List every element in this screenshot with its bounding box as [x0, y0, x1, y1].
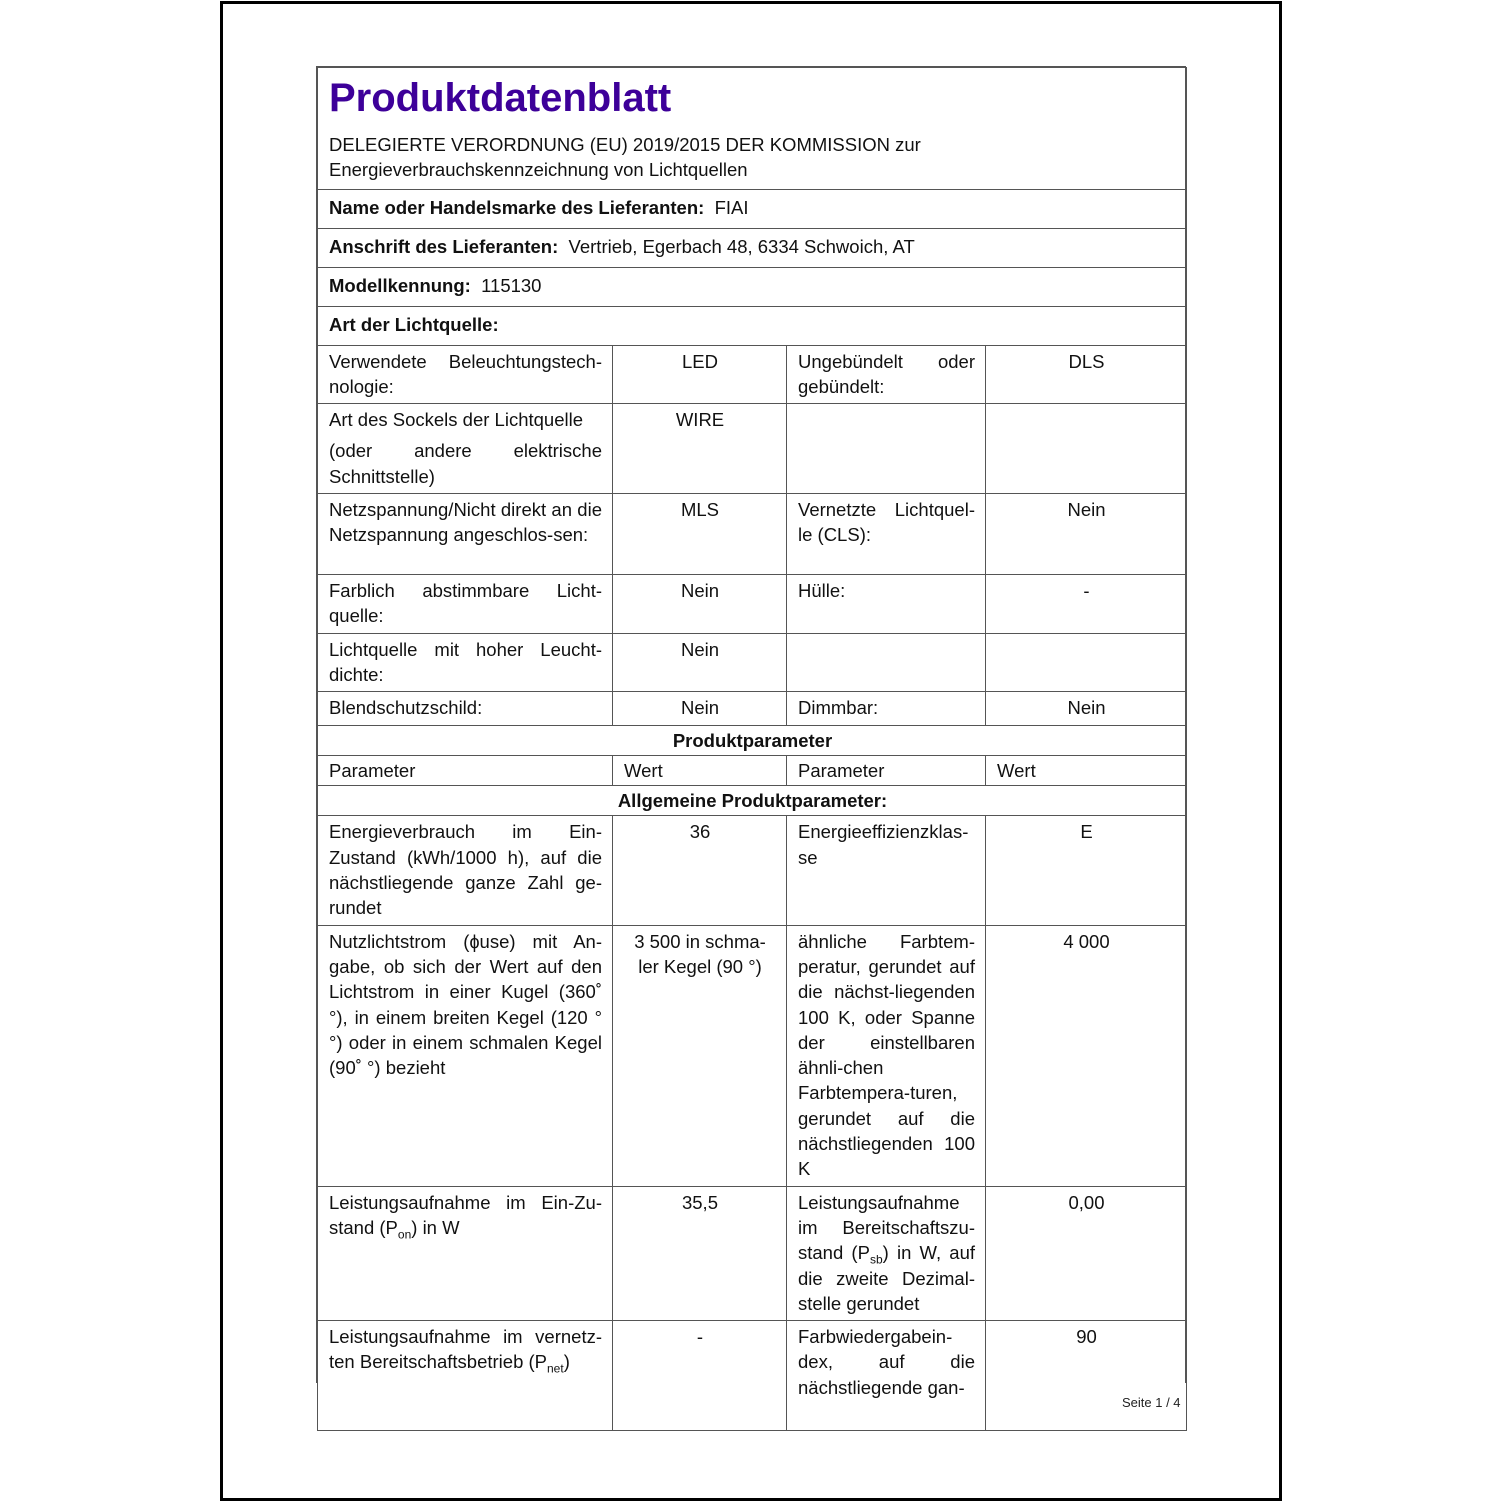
- cap-label-line-1: Art des Sockels der Lichtquelle: [329, 409, 583, 431]
- tunable-value: Nein: [613, 575, 787, 634]
- table-row: [318, 1186, 1187, 1320]
- psb-value: 0,00: [986, 1186, 1187, 1320]
- table-row: [318, 925, 1187, 1186]
- pnet-label-sub: net: [547, 1362, 564, 1377]
- column-header: Parameter: [787, 755, 986, 785]
- directional-value: DLS: [986, 345, 1187, 404]
- glare-label: Blendschutzschild:: [318, 692, 613, 725]
- tunable-label: Farblich abstimmbare Licht-quelle:: [318, 575, 613, 634]
- subtitle-line-1: DELEGIERTE VERORDNUNG (EU) 2019/2015 DER KOMMISSION zur: [329, 134, 921, 155]
- tech-value: LED: [613, 345, 787, 404]
- cct-value: 4 000: [986, 925, 1187, 1186]
- pon-label-text: Leistungsaufnahme im Ein-Zu-stand (P: [329, 1191, 602, 1238]
- model-label: Modellkennung:: [329, 274, 471, 296]
- empty-cell: [787, 404, 986, 494]
- psb-label-unit: ) in W, auf die zweite Dezimal-stelle gerundet: [798, 1242, 975, 1314]
- glare-value: Nein: [613, 692, 787, 725]
- page-title: Produktdatenblatt: [329, 76, 672, 120]
- pon-label: [318, 1186, 613, 1320]
- column-header: Parameter: [318, 755, 613, 785]
- column-header-row: [318, 755, 1187, 785]
- supplier-address-label: Anschrift des Lieferanten:: [329, 235, 559, 257]
- energy-value: 36: [613, 816, 787, 925]
- page-subtitle: [329, 132, 1176, 183]
- pon-label-sub: on: [397, 1227, 412, 1242]
- column-header: Wert: [986, 755, 1187, 785]
- section-title-general: Allgemeine Produktparameter:: [318, 786, 1187, 816]
- class-value: E: [986, 816, 1187, 925]
- psb-label-sub: sb: [869, 1252, 883, 1267]
- class-label: Energieeffizienzklas-se: [787, 816, 986, 925]
- pnet-label-text: Leistungsaufnahme im vernetz-ten Bereitschaftsbetrieb (P: [329, 1326, 602, 1373]
- cap-value: WIRE: [613, 404, 787, 494]
- light-source-type-label: Art der Lichtquelle:: [329, 313, 499, 335]
- cct-label: ähnliche Farbtem-peratur, gerundet auf die nächst-liegenden 100 K, oder Spanne der einstellbaren ähnli-chen Farbtempera-turen, gerundet auf die nächstliegenden 100 K: [787, 925, 986, 1186]
- model-value: 115130: [481, 274, 542, 296]
- psb-label: [787, 1186, 986, 1320]
- cri-label: Farbwiedergabein-dex, auf die nächstliegende gan-: [787, 1321, 986, 1431]
- envelope-label: Hülle:: [787, 575, 986, 634]
- subtitle-line-2: Energieverbrauchskennzeichnung von Lichtquellen: [329, 159, 748, 181]
- energy-label: Energieverbrauch im Ein-Zustand (kWh/1000 h), auf die nächstliegende ganze Zahl ge-rundet: [318, 816, 613, 925]
- mains-label: Netzspannung/Nicht direkt an die Netzspannung angeschlos-sen:: [318, 494, 613, 575]
- empty-cell: [986, 404, 1187, 494]
- section-row: [318, 786, 1187, 816]
- directional-label: Ungebündelt oder gebündelt:: [787, 345, 986, 404]
- model-row: [318, 267, 1187, 306]
- table-row: [318, 633, 1187, 692]
- envelope-value: -: [986, 575, 1187, 634]
- pon-label-unit: ) in W: [411, 1216, 460, 1238]
- cls-label: Vernetzte Lichtquel-le (CLS):: [787, 494, 986, 575]
- mains-value: MLS: [613, 494, 787, 575]
- dimmable-value: Nein: [986, 692, 1187, 725]
- pnet-label-unit: ): [563, 1351, 570, 1373]
- tech-label: Verwendete Beleuchtungstech-nologie:: [318, 345, 613, 404]
- cls-value: Nein: [986, 494, 1187, 575]
- dimmable-label: Dimmbar:: [787, 692, 986, 725]
- light-source-type-row: [318, 306, 1187, 345]
- flux-value: 3 500 in schma-ler Kegel (90 °): [613, 925, 787, 1186]
- supplier-name-row: [318, 189, 1187, 228]
- cri-value: 90: [986, 1321, 1187, 1431]
- empty-cell: [787, 633, 986, 692]
- cap-label: [318, 404, 613, 494]
- pnet-label: [318, 1321, 613, 1431]
- hlls-label: Lichtquelle mit hoher Leucht-dichte:: [318, 633, 613, 692]
- datasheet-table: [317, 67, 1187, 1431]
- column-header: Wert: [613, 755, 787, 785]
- page-number: Seite 1 / 4: [1122, 1395, 1181, 1410]
- table-row: [318, 494, 1187, 575]
- datasheet: [316, 66, 1186, 1398]
- supplier-address-row: [318, 228, 1187, 267]
- cap-label-line-2: (oder andere elektrische Schnittstelle): [329, 440, 602, 487]
- supplier-address-value: Vertrieb, Egerbach 48, 6334 Schwoich, AT: [568, 235, 915, 257]
- table-row: [318, 575, 1187, 634]
- supplier-name-value: FIAI: [714, 196, 749, 218]
- psb-label-text: Leistungsaufnahme im Bereitschaftszu-stand (P: [798, 1191, 975, 1264]
- pon-value: 35,5: [613, 1186, 787, 1320]
- table-row: [318, 404, 1187, 494]
- section-title-product-parameters: Produktparameter: [318, 725, 1187, 755]
- supplier-name-label: Name oder Handelsmarke des Lieferanten:: [329, 196, 705, 218]
- empty-cell: [986, 633, 1187, 692]
- table-row: [318, 692, 1187, 725]
- header-row: [318, 68, 1187, 190]
- table-row: [318, 1321, 1187, 1431]
- table-row: [318, 345, 1187, 404]
- hlls-value: Nein: [613, 633, 787, 692]
- table-row: [318, 816, 1187, 925]
- flux-label: Nutzlichtstrom (ɸuse) mit An-gabe, ob sich der Wert auf den Lichtstrom in einer Kugel (360˚ °), in einem breiten Kegel (120 °°) oder in einem schmalen Kegel (90˚ °) bezieht: [318, 925, 613, 1186]
- header-cell: [318, 68, 1187, 190]
- pnet-value: -: [613, 1321, 787, 1431]
- section-row: [318, 725, 1187, 755]
